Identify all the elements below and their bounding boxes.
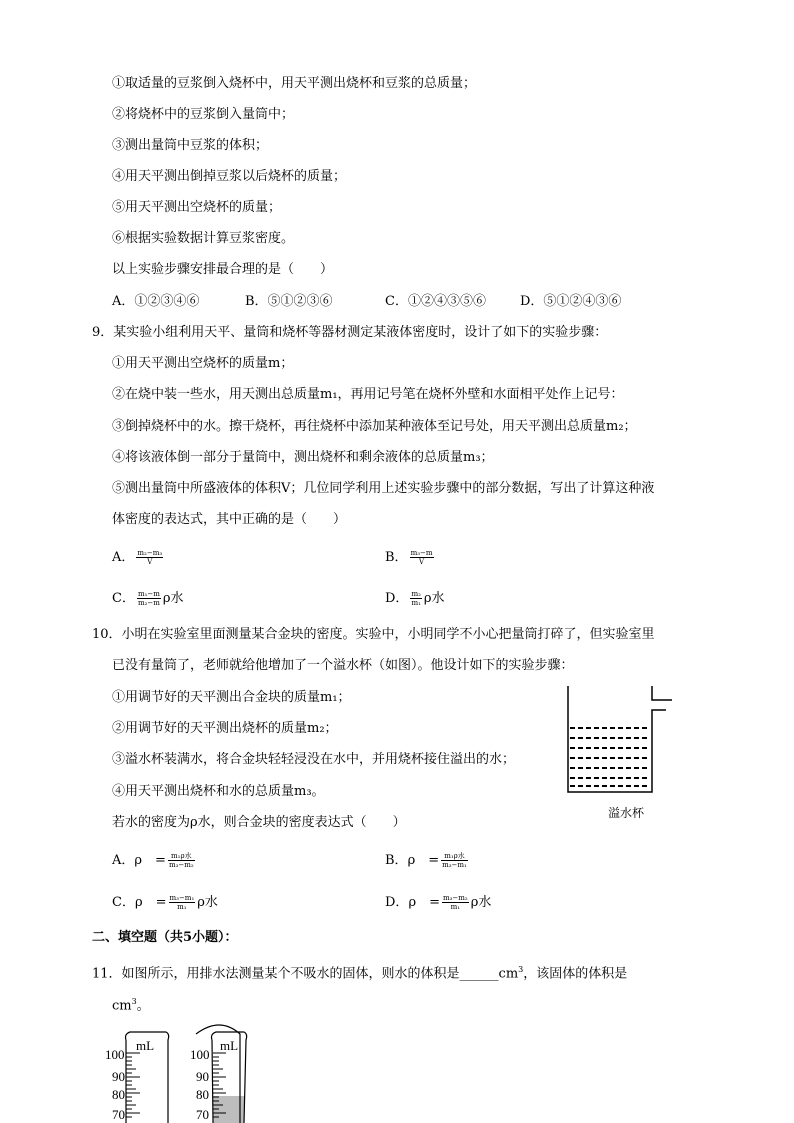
fraction: $\frac{\text{m₁−m}}{\text{m₂−m}}$ bbox=[137, 590, 160, 607]
q9-option-a: A． $\frac{\text{m₂−m₃}}{V}$ bbox=[112, 549, 163, 566]
q9-step-1: ①用天平测出空烧杯的质量m； bbox=[112, 356, 294, 371]
q9-step-3: ③倒掉烧杯中的水。擦干烧杯，再往烧杯中添加某种液体至记号处，用天平测出总质量m₂； bbox=[112, 419, 637, 434]
q8-option-b: B．⑤①②③⑥ bbox=[245, 294, 333, 309]
q10-stem-cont: 已没有量筒了，老师就给他增加了一个溢水杯（如图）。他设计如下的实验步骤： bbox=[112, 658, 574, 673]
q8-step-6: ⑥根据实验数据计算豆浆密度。 bbox=[112, 231, 295, 246]
svg-text:80: 80 bbox=[196, 1087, 209, 1102]
svg-text:70: 70 bbox=[112, 1107, 125, 1122]
q10-step-1: ①用调节好的天平测出合金块的质量m₁； bbox=[112, 690, 351, 705]
q10-question: 若水的密度为ρ水，则合金块的密度表达式（ ） bbox=[112, 815, 406, 830]
q10-option-a: A．ρ = $\frac{\text{m₁ρ水}}{\text{m₃−m₂}}$ bbox=[112, 852, 194, 869]
graduated-cylinders-figure bbox=[100, 1020, 260, 1123]
fraction: $\frac{\text{m₃−m₁}}{\text{m₁}}$ bbox=[169, 894, 195, 911]
cylinder-1 bbox=[105, 1032, 169, 1123]
svg-text:100: 100 bbox=[105, 1047, 125, 1062]
q9-option-c: C． $\frac{\text{m₁−m}}{\text{m₂−m}}$ ρ水 bbox=[112, 590, 184, 607]
svg-text:90: 90 bbox=[196, 1069, 209, 1084]
q8-question: 以上实验步骤安排最合理的是（ ） bbox=[112, 262, 334, 277]
q9-step-4: ④将该液体倒一部分于量筒中，测出烧杯和剩余液体的总质量m₃； bbox=[112, 450, 494, 465]
svg-text:mL: mL bbox=[136, 1038, 155, 1053]
q11-stem-cont: $cm^3$。 bbox=[112, 997, 150, 1014]
figure-caption: 溢水杯 bbox=[608, 806, 645, 820]
fraction: $\frac{\text{m₃−m}}{V}$ bbox=[410, 549, 433, 566]
q10-option-d: D．ρ = $\frac{\text{m₃−m₂}}{\text{m₁}}$ ρ水 bbox=[385, 894, 492, 911]
q8-step-1: ①取适量的豆浆倒入烧杯中，用天平测出烧杯和豆浆的总质量； bbox=[112, 76, 477, 91]
fraction: $\frac{\text{m₁ρ水}}{\text{m₃−m₁}}$ bbox=[442, 852, 467, 869]
q8-option-d: D．⑤①②④③⑥ bbox=[520, 294, 622, 309]
q9-option-b: B． $\frac{\text{m₃−m}}{V}$ bbox=[385, 549, 433, 566]
q10-step-4: ④用天平测出烧杯和水的总质量m₃。 bbox=[112, 784, 325, 799]
q10-option-c: C．ρ = $\frac{\text{m₃−m₁}}{\text{m₁}}$ ρ水 bbox=[112, 894, 218, 911]
section-title: 二、填空题（共5小题）： bbox=[92, 930, 238, 945]
svg-text:80: 80 bbox=[112, 1087, 125, 1102]
q9-step-5-cont: 体密度的表达式，其中正确的是（ ） bbox=[112, 512, 347, 527]
q9-option-d: D． $\frac{\text{m₂}}{\text{m₁}}$ ρ水 bbox=[385, 590, 445, 607]
q9-stem: 9．某实验小组利用天平、量筒和烧杯等器材测定某液体密度时，设计了如下的实验步骤： bbox=[92, 325, 608, 340]
fraction: $\frac{\text{m₁ρ水}}{\text{m₃−m₂}}$ bbox=[168, 852, 194, 869]
q10-step-3: ③溢水杯装满水，将合金块轻轻浸没在水中，并用烧杯接住溢出的水； bbox=[112, 752, 516, 767]
q8-option-c: C．①②④③⑤⑥ bbox=[385, 294, 486, 309]
svg-text:90: 90 bbox=[112, 1069, 125, 1084]
overflow-cup-figure bbox=[560, 680, 680, 825]
fraction: $\frac{\text{m₂}}{\text{m₁}}$ bbox=[411, 590, 421, 607]
answer-blank: ______ bbox=[459, 966, 499, 982]
q10-stem: 10．小明在实验室里面测量某合金块的密度。实验中，小明同学不小心把量筒打碎了，但实验室里 bbox=[92, 627, 655, 642]
q9-step-2: ②在烧中装一些水，用天测出总质量m₁，再用记号笔在烧杯外壁和水面相平处作上记号： bbox=[112, 387, 624, 402]
fraction: $\frac{\text{m₃−m₂}}{\text{m₁}}$ bbox=[442, 894, 468, 911]
fraction: $\frac{\text{m₂−m₃}}{V}$ bbox=[137, 549, 163, 566]
q8-step-5: ⑤用天平测出空烧杯的质量； bbox=[112, 200, 282, 215]
q11-stem: 11．如图所示，用排水法测量某个不吸水的固体，则水的体积是$\_\_\_\_\_\_cm^3$，该固体的体积是 bbox=[92, 965, 628, 982]
svg-text:70: 70 bbox=[196, 1107, 209, 1122]
q8-step-3: ③测出量筒中豆浆的体积； bbox=[112, 138, 269, 153]
q10-option-b: B．ρ = $\frac{\text{m₁ρ水}}{\text{m₃−m₁}}$ bbox=[385, 852, 467, 869]
cylinder-2 bbox=[190, 1025, 247, 1123]
q9-step-5: ⑤测出量筒中所盛液体的体积V；几位同学利用上述实验步骤中的部分数据，写出了计算这种液 bbox=[112, 481, 655, 496]
q8-step-4: ④用天平测出倒掉豆浆以后烧杯的质量； bbox=[112, 169, 347, 184]
q8-step-2: ②将烧杯中的豆浆倒入量筒中； bbox=[112, 107, 295, 122]
q8-option-a: A．①②③④⑥ bbox=[112, 294, 200, 309]
svg-text:100: 100 bbox=[190, 1047, 210, 1062]
spout bbox=[652, 686, 672, 700]
q10-step-2: ②用调节好的天平测出烧杯的质量m₂； bbox=[112, 721, 338, 736]
svg-text:mL: mL bbox=[220, 1038, 239, 1053]
